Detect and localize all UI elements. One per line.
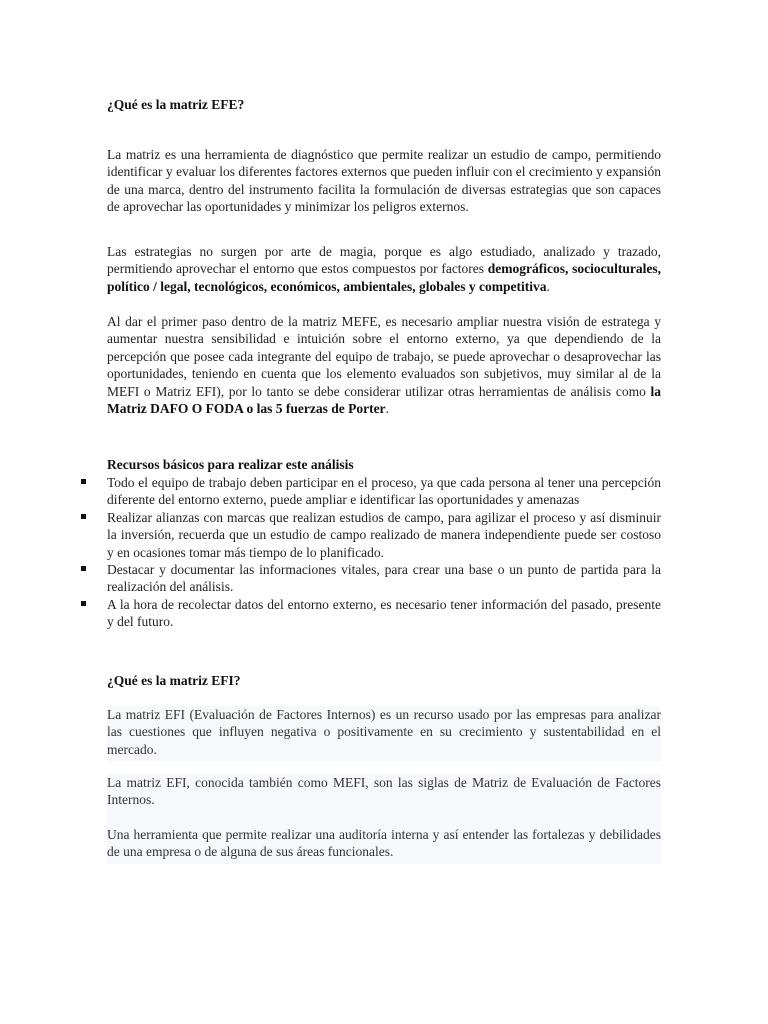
paragraph-efe-definition: La matriz es una herramienta de diagnóstico que permite realizar un estudio de campo, permitiendo identificar y evaluar los diferentes factores externos que pueden influir con el crecimiento y expansión de una marca, dentro del instrumento facilita la formulación de diversas estrategias que son capaces de aprovechar las oportunidades y minimizar los peligros externos. [107, 147, 661, 215]
list-item [107, 561, 661, 596]
list-item [107, 596, 661, 631]
paragraph-efe-strategies [107, 243, 661, 295]
square-bullet-icon [81, 566, 86, 571]
heading-matriz-efi: ¿Qué es la matriz EFI? [107, 673, 241, 688]
bullet-list-recursos [107, 474, 661, 631]
heading-recursos-basicos: Recursos básicos para realizar este análisis [107, 457, 354, 472]
square-bullet-icon [81, 479, 86, 484]
square-bullet-icon [81, 514, 86, 519]
paragraph-efe-strategies-end: . [546, 278, 550, 294]
paragraph-efe-first-step [107, 313, 661, 417]
shaded-block-efi-definition [107, 706, 661, 761]
list-item-text: Realizar alianzas con marcas que realizan estudios de campo, para agilizar el proceso y así disminuir la inversión, recuerda que un estudio de campo realizado de manera independiente puede ser costoso y en ocasiones tomar más tiempo de lo planificado. [107, 509, 661, 560]
list-item [107, 509, 661, 561]
paragraph-efi-definition: La matriz EFI (Evaluación de Factores Internos) es un recurso usado por las empresas para analizar las cuestiones que influyen negativa o positivamente en su crecimiento y sustentabilidad en el mercado. [107, 707, 661, 757]
list-item-text: A la hora de recolectar datos del entorno externo, es necesario tener información del pasado, presente y del futuro. [107, 596, 661, 630]
list-item [107, 474, 661, 509]
list-item-text: Destacar y documentar las informaciones vitales, para crear una base o un punto de partida para la realización del análisis. [107, 562, 661, 595]
paragraph-efi-mefi: La matriz EFI, conocida también como MEFI, son las siglas de Matriz de Evaluación de Factores Internos. [107, 775, 661, 808]
list-item-text: Todo el equipo de trabajo deben participar en el proceso, ya que cada persona al tener una percepción diferente del entorno externo, puede ampliar e identificar las oportunidades y amenazas [107, 475, 661, 508]
square-bullet-icon [81, 601, 86, 606]
paragraph-efe-tools-bold: la Matriz DAFO O FODA o las 5 fuerzas de Porter [107, 383, 661, 417]
paragraph-efe-factors-bold: demográficos, socioculturales, político / legal, tecnológicos, económicos, ambientales, globales y competitiva [107, 261, 662, 294]
paragraph-efe-first-step-text: Al dar el primer paso dentro de la matriz MEFE, es necesario ampliar nuestra visión de estratega y aumentar nuestra sensibilidad e intuición sobre el entorno externo, ya que dependiendo de la percepción que posee cada integrante del equipo de trabajo, se puede aprovechar o desaprovechar las oportunidades, teniendo en cuenta que los elemento evaluados son subjetivos, muy similar al de la MEFI o Matriz EFI), por lo tanto se debe considerar utilizar otras herramientas de análisis como [107, 314, 661, 399]
shaded-block-efi-details [107, 774, 661, 864]
paragraph-efe-strategies-text: Las estrategias no surgen por arte de magia, porque es algo estudiado, analizado y trazado, permitiendo aprovechar el entorno que estos compuestos por factores [107, 244, 661, 277]
paragraph-efe-first-step-end: . [385, 401, 389, 417]
heading-matriz-efe: ¿Qué es la matriz EFE? [107, 97, 245, 112]
paragraph-efi-audit: Una herramienta que permite realizar una auditoría interna y así entender las fortalezas y debilidades de una empresa o de alguna de sus áreas funcionales. [107, 826, 661, 860]
